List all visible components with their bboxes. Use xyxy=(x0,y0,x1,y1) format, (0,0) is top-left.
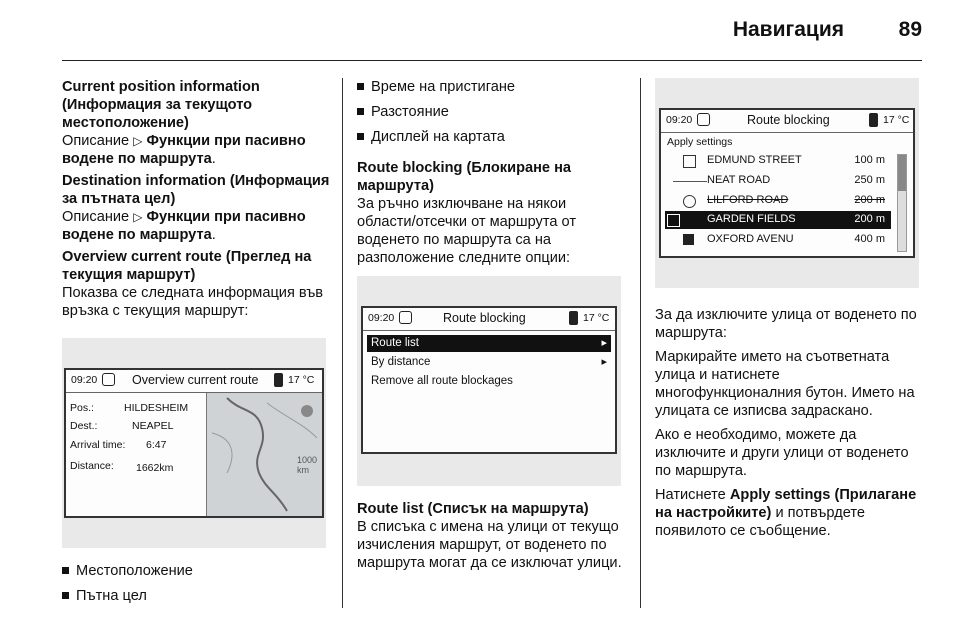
status-bar xyxy=(363,308,615,331)
route-map xyxy=(206,393,323,516)
map-scale: 1000 km xyxy=(297,455,318,475)
heading-overview-current-route: Overview current route (Преглед на текущия маршрут) xyxy=(62,249,312,283)
column-2 xyxy=(357,78,627,267)
distance-label: Distance: xyxy=(70,460,114,472)
page-header xyxy=(0,0,960,58)
apply-settings-item[interactable]: Apply settings xyxy=(667,136,733,148)
clock-time: 09:20 xyxy=(666,114,693,126)
list-item: Дисплей на картата xyxy=(357,128,627,146)
page-number: 89 xyxy=(898,18,922,41)
route-line xyxy=(673,181,707,182)
column-2-lower xyxy=(357,500,627,572)
apply-settings-reference: Apply settings (Прилагане на настройките) xyxy=(655,487,917,521)
list-item: Местоположение xyxy=(62,562,332,580)
road-row-blocked[interactable]: LILFORD ROAD 200 m xyxy=(665,192,891,210)
road-row[interactable]: OXFORD AVENU 400 m xyxy=(665,231,891,249)
column-1-bullets xyxy=(62,562,332,612)
checkbox-icon xyxy=(667,214,680,227)
list-item: Време на пристигане xyxy=(357,78,627,96)
reference-arrow-icon: ▷ xyxy=(133,134,143,148)
temperature: 17 °C xyxy=(583,312,610,324)
clock-icon xyxy=(697,113,710,126)
dest-value: NEAPEL xyxy=(132,420,174,432)
screen-title: Route blocking xyxy=(443,311,526,325)
junction-icon xyxy=(683,155,696,168)
screen-title: Route blocking xyxy=(747,113,830,127)
list-item: Пътна цел xyxy=(62,587,332,605)
paragraph: Маркирайте името на съответната улица и натиснете многофункционалния бутон. Името на улицата се изписва задраскано. xyxy=(655,349,915,419)
temperature: 17 °C xyxy=(288,374,315,386)
column-divider xyxy=(342,78,343,608)
junction-icon xyxy=(683,234,694,245)
paragraph: Описание ▷ Функции при пасивно водене по маршрута. xyxy=(62,133,306,167)
header-rule xyxy=(62,60,922,61)
paragraph: Ако е необходимо, можете да изключите и други улици от воденето по маршрута. xyxy=(655,427,909,479)
menu-item-remove-all[interactable]: Remove all route blockages xyxy=(371,375,513,387)
screenshot-route-blocking xyxy=(357,276,621,486)
cross-reference: Функции при пасивно водене по маршрута xyxy=(62,133,306,167)
submenu-arrow-icon: ▸ xyxy=(601,356,607,368)
blocked-icon xyxy=(683,195,696,208)
clock-time: 09:20 xyxy=(71,374,98,386)
scrollbar-thumb[interactable] xyxy=(898,155,906,191)
road-row[interactable]: NEAT ROAD 250 m xyxy=(665,172,891,190)
thermometer-icon xyxy=(869,113,878,127)
paragraph: За ръчно изключване на някои области/отсечки от маршрута от воденето по маршрута са на разположение следните опции: xyxy=(357,196,577,266)
paragraph: Показва се следната информация във връзка с текущия маршрут: xyxy=(62,285,324,319)
thermometer-icon xyxy=(274,373,283,387)
dest-label: Dest.: xyxy=(70,420,98,432)
paragraph: За да изключите улица от воденето по маршрута: xyxy=(655,307,917,341)
scrollbar[interactable] xyxy=(897,154,907,252)
road-row-selected[interactable]: GARDEN FIELDS 200 m xyxy=(665,211,891,229)
reference-arrow-icon: ▷ xyxy=(133,210,143,224)
column-3 xyxy=(655,306,923,546)
distance-value: 1662km xyxy=(136,462,174,474)
clock-time: 09:20 xyxy=(368,312,395,324)
pos-value: HILDESHEIM xyxy=(124,402,189,414)
menu-item-route-list[interactable]: Route list ▸ xyxy=(367,335,611,352)
cross-reference: Функции при пасивно водене по маршрута xyxy=(62,209,306,243)
column-divider xyxy=(640,78,641,608)
section-title: Навигация xyxy=(732,18,844,41)
heading-destination-information: Destination information (Информация за пътната цел) xyxy=(62,173,330,207)
heading-current-position: Current position information (Информация за текущото местоположение) xyxy=(62,79,260,131)
submenu-arrow-icon: ▸ xyxy=(601,337,607,349)
screenshot-road-list xyxy=(655,78,919,288)
menu-item-by-distance[interactable]: By distance ▸ xyxy=(371,356,607,368)
clock-icon xyxy=(102,373,115,386)
display-screen xyxy=(64,368,324,518)
status-bar xyxy=(66,370,322,393)
paragraph: В списъка с имена на улици от текущо изчисления маршрут, от воденето по маршрута могат да се изключат улици. xyxy=(357,519,622,571)
screen-title: Overview current route xyxy=(132,373,259,387)
paragraph: Натиснете Apply settings (Прилагане на настройките) и потвърдете появилото се съобщение. xyxy=(655,487,917,539)
screenshot-overview xyxy=(62,338,326,548)
temperature: 17 °C xyxy=(883,114,910,126)
display-screen xyxy=(659,108,915,258)
status-bar xyxy=(661,110,913,133)
arrival-label: Arrival time: xyxy=(70,439,126,451)
column-1 xyxy=(62,78,332,320)
paragraph: Описание ▷ Функции при пасивно водене по маршрута. xyxy=(62,209,306,243)
heading-route-blocking: Route blocking (Блокиране на маршрута) xyxy=(357,160,572,194)
display-screen xyxy=(361,306,617,454)
clock-icon xyxy=(399,311,412,324)
list-item: Разстояние xyxy=(357,103,627,121)
road-row[interactable]: EDMUND STREET 100 m xyxy=(665,152,891,170)
arrival-value: 6:47 xyxy=(146,439,167,451)
heading-route-list: Route list (Списък на маршрута) xyxy=(357,501,589,517)
thermometer-icon xyxy=(569,311,578,325)
pos-label: Pos.: xyxy=(70,402,94,414)
